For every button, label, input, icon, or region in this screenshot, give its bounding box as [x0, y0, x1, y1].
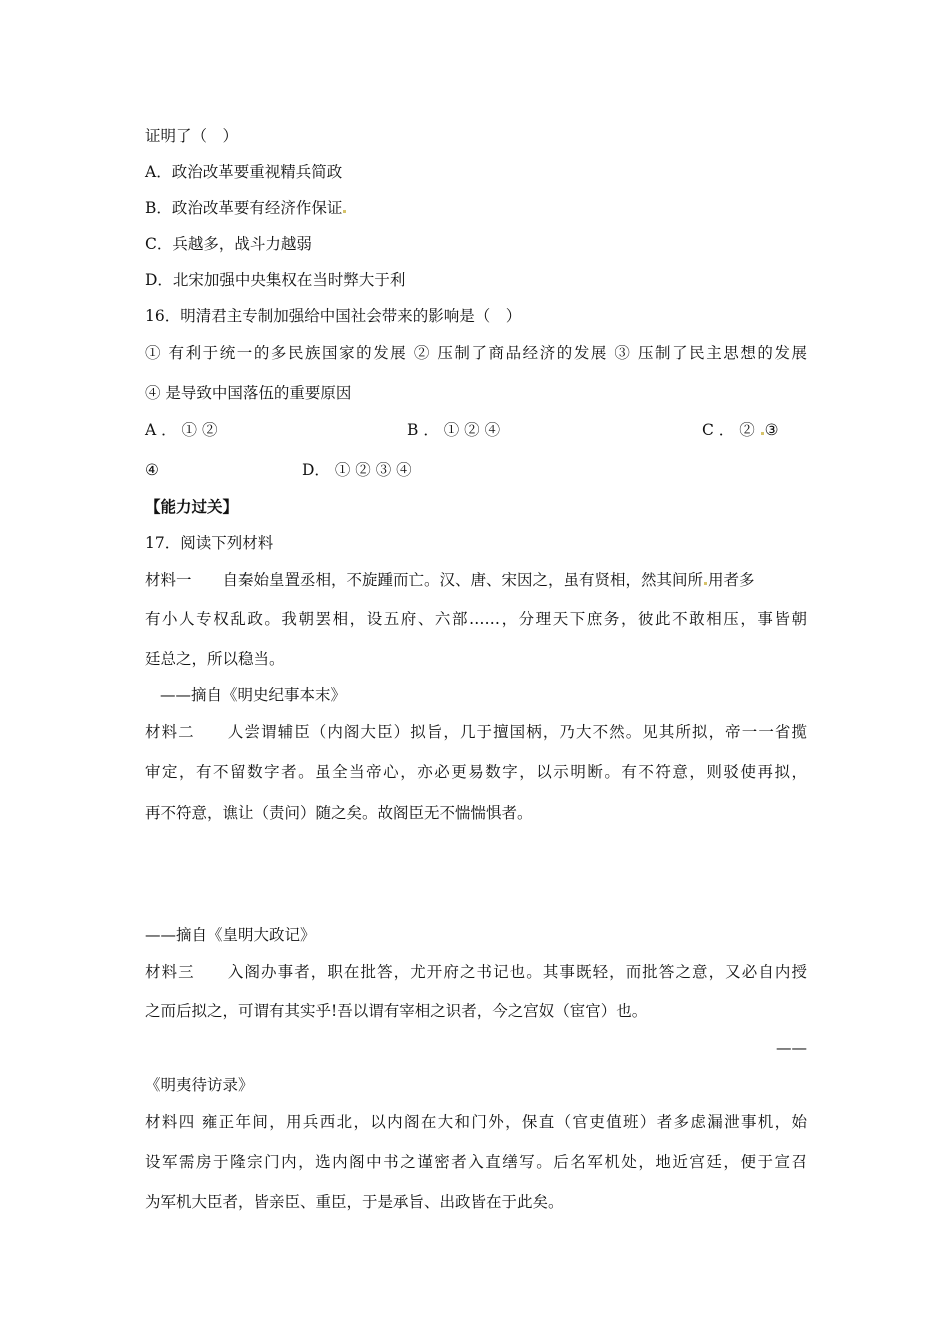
material1-line1	[145, 570, 755, 590]
scan-mark	[761, 432, 764, 435]
q16-stem: 16．明清君主专制加强给中国社会带来的影响是（ ）	[145, 307, 522, 325]
material2-line1: 材料二 人尝谓辅臣（内阁大臣）拟旨，几于擅国柄，乃大不然。见其所拟，帝一一省揽	[145, 723, 807, 741]
q16-choice-c-cont: ④	[145, 461, 159, 479]
q15-option-b	[145, 198, 347, 218]
material3-line1: 材料三 入阁办事者，职在批答，尤开府之书记也。其事既轻，而批答之意，又必自内授	[145, 963, 807, 981]
material2-source: ——摘自《皇明大政记》	[145, 926, 316, 944]
material2-line3: 再不符意，谯让（责问）随之矣。故阁臣无不惴惴惧者。	[145, 804, 533, 822]
material4-line2: 设军需房于隆宗门内，选内阁中书之谨密者入直缮写。后名军机处，地近宫廷，便于宣召	[145, 1153, 807, 1171]
q15-option-d: D．北宋加强中央集权在当时弊大于利	[145, 271, 406, 289]
material3-source: 《明夷待访录》	[145, 1076, 254, 1094]
material1-source: ——摘自《明史纪事本末》	[160, 686, 347, 704]
section-title: 【能力过关】	[145, 497, 239, 516]
q16-items-line2: ④ 是导致中国落伍的重要原因	[145, 384, 352, 402]
material3-dash: ——	[776, 1039, 807, 1057]
q15-option-b-text: B．政治改革要有经济作保证	[145, 199, 343, 217]
material1-line3: 廷总之，所以稳当。	[145, 650, 285, 668]
q15-stem-end: 证明了（ ）	[145, 127, 239, 145]
q16-items-line1: ① 有利于统一的多民族国家的发展 ② 压制了商品经济的发展 ③ 压制了民主思想的发展	[145, 344, 807, 362]
q16-choice-c-part1: C ． ②	[702, 421, 755, 439]
material1-line2: 有小人专权乱政。我朝罢相，设五府、六部……，分理天下庶务，彼此不敢相压，事皆朝	[145, 610, 807, 628]
material1-line1-a: 材料一 自秦始皇置丞相，不旋踵而亡。汉、唐、宋因之，虽有贤相，然其间所	[145, 571, 704, 589]
q17-stem: 17．阅读下列材料	[145, 534, 274, 552]
scan-mark	[704, 582, 707, 585]
q16-choice-d: D． ① ② ③ ④	[302, 461, 412, 479]
material4-line1: 材料四 雍正年间，用兵西北，以内阁在大和门外，保直（官吏值班）者多虑漏泄事机，始	[145, 1113, 807, 1131]
q16-choice-a: A ． ① ②	[145, 421, 218, 439]
material2-line2: 审定，有不留数字者。虽全当帝心，亦必更易数字，以示明断。有不符意，则驳使再拟，	[145, 763, 807, 781]
q16-choice-c	[702, 420, 779, 440]
material1-line1-b: 用者多	[708, 571, 755, 589]
q15-option-a: A．政治改革要重视精兵简政	[145, 163, 343, 181]
q16-choice-c-part2: ③	[764, 421, 779, 439]
material3-line2: 之而后拟之，可谓有其实乎!吾以谓有宰相之识者，今之宫奴（宦官）也。	[145, 1002, 648, 1020]
q15-option-c: C．兵越多，战斗力越弱	[145, 235, 312, 253]
material4-line3: 为军机大臣者，皆亲臣、重臣，于是承旨、出政皆在于此矣。	[145, 1193, 564, 1211]
scan-mark	[343, 210, 346, 213]
q16-choice-b: B ． ① ② ④	[407, 421, 501, 439]
